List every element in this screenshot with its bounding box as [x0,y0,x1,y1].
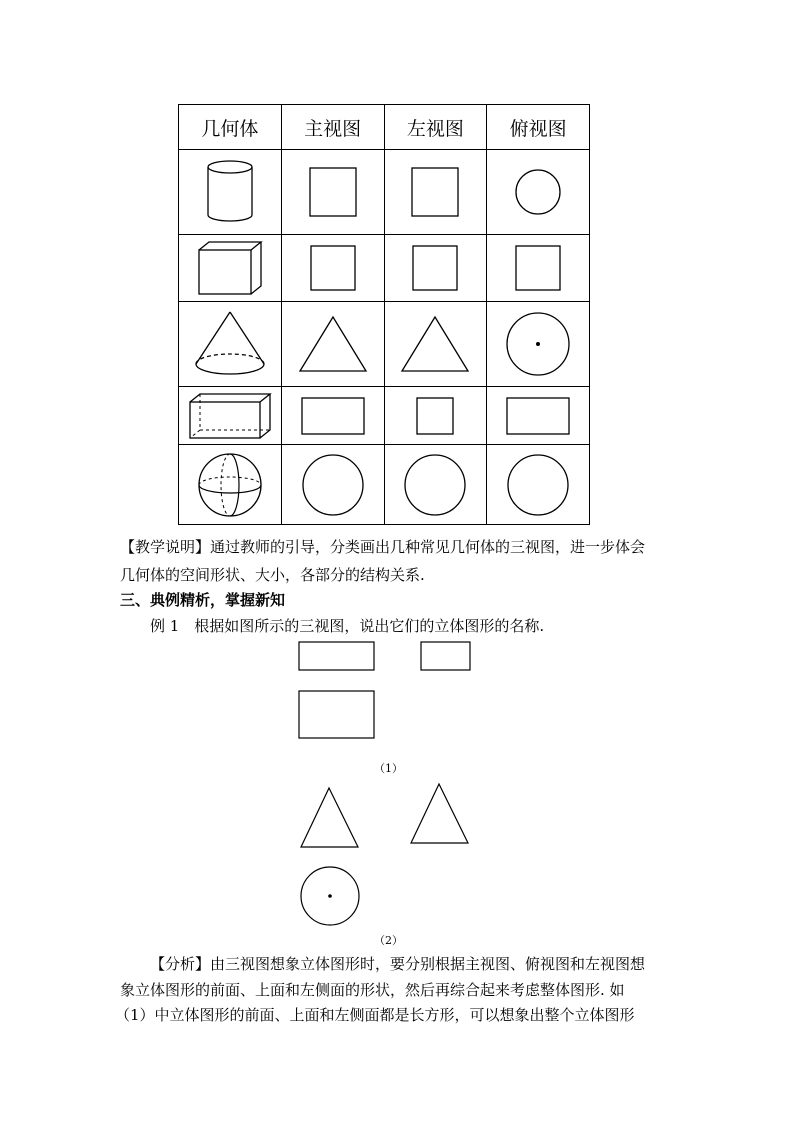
header-top-view: 俯视图 [487,105,590,150]
cube-icon [197,240,263,296]
square-icon [411,244,459,292]
triangle-icon [399,314,471,374]
left-view-cell [384,150,487,235]
sphere-cell [179,445,282,525]
rectangle-icon [505,396,571,436]
square-icon [415,396,455,436]
top-view-cell [487,386,590,444]
sphere-icon [197,452,263,518]
cone-icon [192,309,268,379]
top-view-cell [487,150,590,235]
analysis-line2: 象立体图形的前面、上面和左侧面的形状，然后再综合起来考虑整体图形. 如 [120,981,625,999]
table-row [179,386,590,444]
cuboid-cell [179,386,282,444]
figure2-left-view [409,782,471,845]
square-icon [309,244,357,292]
figure1-left-view [420,641,472,671]
top-view-cell [487,302,590,387]
left-view-cell [384,302,487,387]
header-left-view: 左视图 [384,105,487,150]
front-view-cell [281,445,384,525]
table-row [179,234,590,302]
cylinder-icon [200,157,260,227]
figure2-top-view [299,865,361,927]
circle-icon [506,453,570,517]
front-view-cell [281,150,384,235]
table-header-row [179,105,590,150]
circle-icon [301,453,365,517]
top-view-cell [487,445,590,525]
example1-text: 例 1 根据如图所示的三视图，说出它们的立体图形的名称. [150,617,545,635]
left-view-cell [384,445,487,525]
circle-icon [403,453,467,517]
figure1-front-view [298,641,376,671]
rectangle-icon [300,396,366,436]
table-row [179,150,590,235]
circle-icon [513,167,563,217]
circle-dot-icon [504,310,572,378]
triangle-icon [297,314,369,374]
figure2-caption: （2） [374,934,403,947]
analysis-line3: （1）中立体图形的前面、上面和左侧面都是长方形，可以想象出整个立体图形 [115,1006,635,1024]
square-icon [514,244,562,292]
cone-cell [179,302,282,387]
front-view-cell [281,302,384,387]
header-front-view: 主视图 [281,105,384,150]
cuboid-icon [188,392,272,440]
cylinder-cell [179,150,282,235]
figure1-caption: （1） [374,762,403,775]
front-view-cell [281,234,384,302]
square-icon [410,166,460,218]
table-row [179,302,590,387]
figure1-top-view [298,690,376,740]
table-row [179,445,590,525]
front-view-cell [281,386,384,444]
teaching-note-line2: 几何体的空间形状、大小，各部分的结构关系. [120,566,425,584]
section-title: 三、典例精析，掌握新知 [120,591,286,609]
header-solid: 几何体 [179,105,282,150]
cube-cell [179,234,282,302]
three-view-table [178,104,590,525]
analysis-line1: 【分析】由三视图想象立体图形时，要分别根据主视图、俯视图和左视图想 [150,955,646,973]
figure2-front-view [299,786,361,849]
teaching-note-line1: 【教学说明】通过教师的引导，分类画出几种常见几何体的三视图，进一步体会 [120,538,646,556]
top-view-cell [487,234,590,302]
square-icon [308,166,358,218]
left-view-cell [384,386,487,444]
left-view-cell [384,234,487,302]
